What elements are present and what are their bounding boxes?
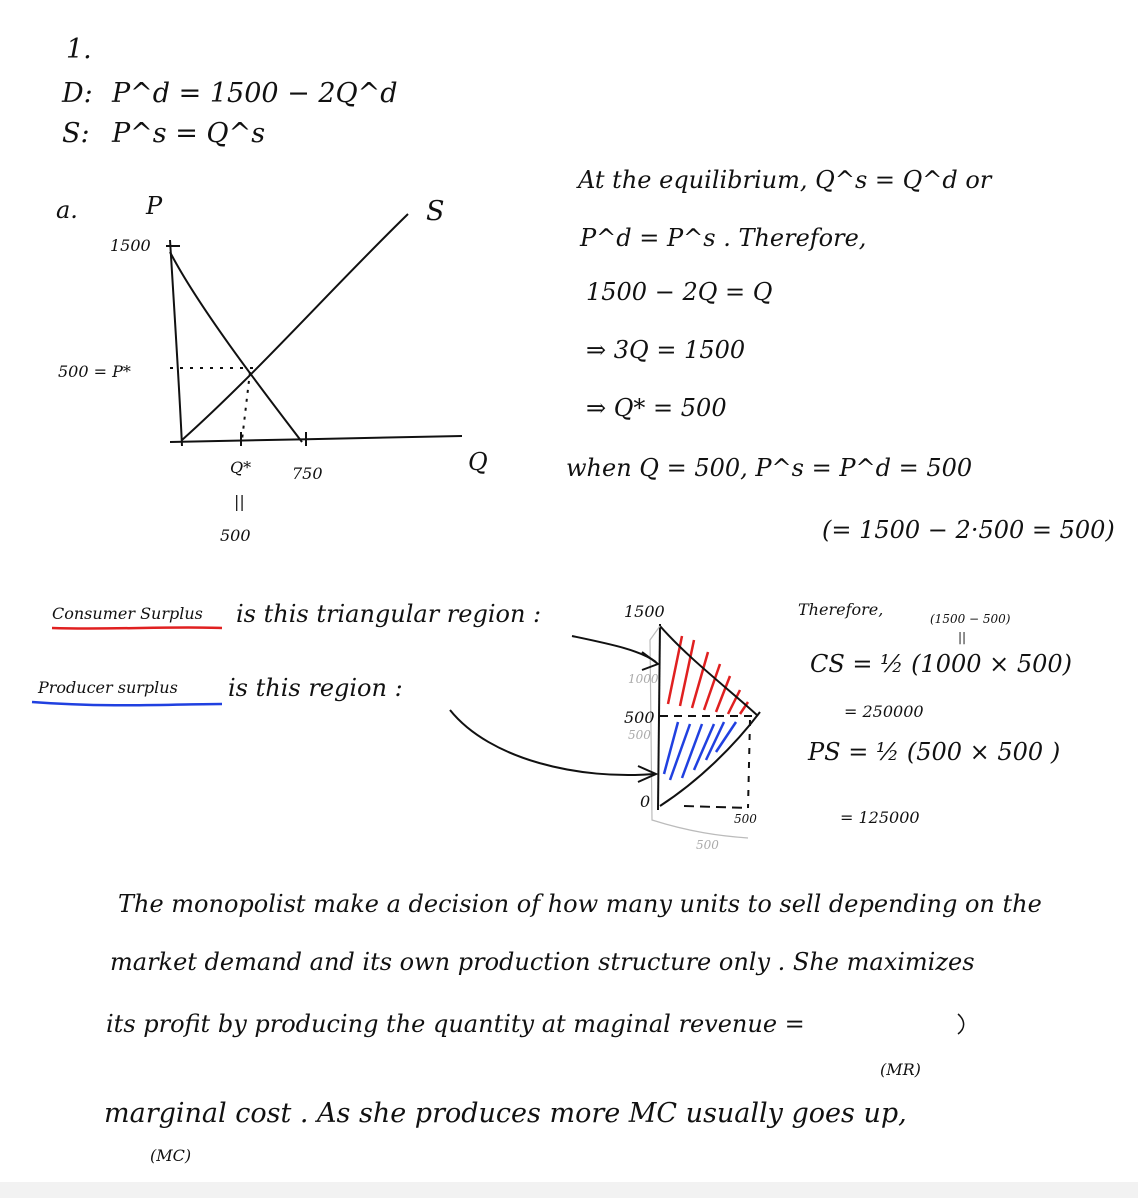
supply-label: S: bbox=[62, 118, 90, 149]
graph2-price-axis bbox=[658, 624, 660, 810]
paragraph-line-4: marginal cost . As she produces more MC usually goes up, bbox=[104, 1098, 907, 1129]
producer-surplus-label: Producer surplus bbox=[38, 678, 178, 697]
supply-equation: P^s = Q^s bbox=[112, 118, 266, 149]
producer-underline bbox=[32, 702, 222, 705]
graph2-y-1000-label: 1000 bbox=[628, 672, 659, 686]
quantity-axis bbox=[170, 436, 462, 442]
consumer-arrow bbox=[572, 636, 656, 662]
demand-label: D: bbox=[62, 78, 93, 109]
q-star-value: 500 bbox=[220, 526, 251, 545]
graph2-origin-label: 0 bbox=[640, 792, 651, 811]
cs-formula: CS = ½ (1000 × 500) bbox=[810, 650, 1073, 678]
graph2-y-top-label: 1500 bbox=[624, 602, 665, 621]
consumer-underline bbox=[52, 627, 222, 628]
ps-formula: PS = ½ (500 × 500 ) bbox=[808, 738, 1061, 766]
cs-result: = 250000 bbox=[844, 702, 924, 721]
graph2-bottom-dashed bbox=[684, 806, 748, 808]
part-a-label: a. bbox=[56, 196, 78, 224]
derivation-line-7: (= 1500 − 2·500 = 500) bbox=[822, 516, 1115, 544]
calc-note-equals: || bbox=[958, 630, 967, 644]
mr-label: (MR) bbox=[880, 1060, 921, 1079]
demand-curve bbox=[170, 252, 302, 442]
x-intercept-label: 750 bbox=[292, 464, 323, 483]
derivation-line-2: P^d = P^s . Therefore, bbox=[580, 224, 867, 252]
y-intercept-label: 1500 bbox=[110, 236, 151, 255]
graph2-x-500-label: 500 bbox=[734, 812, 757, 826]
supply-demand-graph bbox=[166, 214, 462, 446]
derivation-line-3: 1500 − 2Q = Q bbox=[586, 278, 773, 306]
surplus-graph bbox=[650, 624, 760, 838]
graph2-quantity-dashed bbox=[748, 720, 750, 808]
supply-curve-label: S bbox=[426, 196, 445, 227]
derivation-line-1: At the equilibrium, Q^s = Q^d or bbox=[578, 166, 992, 194]
q-star-label: Q* bbox=[230, 458, 252, 477]
calc-therefore: Therefore, bbox=[798, 600, 884, 619]
consumer-surplus-text: is this triangular region : bbox=[236, 600, 542, 628]
derivation-line-5: ⇒ Q* = 500 bbox=[586, 394, 727, 422]
producer-hatch bbox=[664, 722, 736, 780]
price-axis-label: P bbox=[146, 192, 163, 220]
graph2-y-500-label: 500 bbox=[624, 708, 655, 727]
calc-note-top: (1500 − 500) bbox=[930, 612, 1011, 626]
demand-equation: P^d = 1500 − 2Q^d bbox=[112, 78, 398, 109]
mr-annotation-bracket bbox=[958, 1014, 964, 1034]
graph2-supply-line bbox=[660, 712, 760, 806]
derivation-line-4: ⇒ 3Q = 1500 bbox=[586, 336, 746, 364]
ps-result: = 125000 bbox=[840, 808, 920, 827]
derivation-line-6: when Q = 500, P^s = P^d = 500 bbox=[566, 454, 973, 482]
quantity-axis-label: Q bbox=[468, 448, 488, 476]
equals-mark: || bbox=[234, 492, 245, 511]
producer-surplus-text: is this region : bbox=[228, 674, 403, 702]
paragraph-line-3: its profit by producing the quantity at maginal revenue = bbox=[106, 1010, 805, 1038]
equilibrium-price-label: 500 = P* bbox=[58, 362, 131, 381]
bottom-strip bbox=[0, 1182, 1138, 1198]
paragraph-line-1: The monopolist make a decision of how many units to sell depending on the bbox=[118, 890, 1042, 918]
graph2-x-500-faint: 500 bbox=[696, 838, 719, 852]
problem-number: 1. bbox=[66, 34, 92, 65]
graph2-y-500-faint: 500 bbox=[628, 728, 651, 742]
mc-label: (MC) bbox=[150, 1146, 192, 1165]
consumer-surplus-label: Consumer Surplus bbox=[52, 604, 203, 623]
paragraph-line-2: market demand and its own production structure only . She maximizes bbox=[110, 948, 975, 976]
